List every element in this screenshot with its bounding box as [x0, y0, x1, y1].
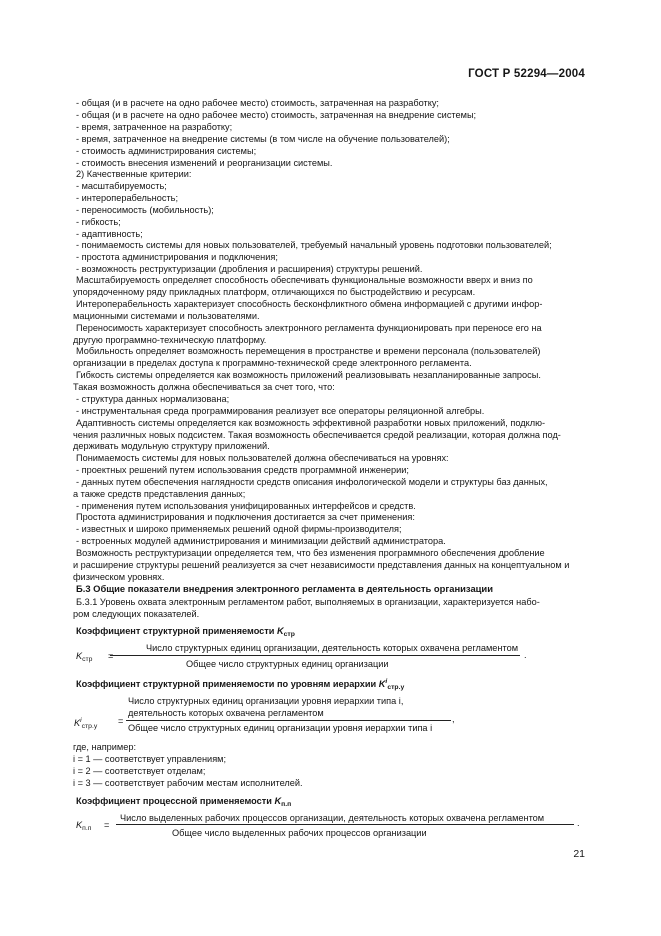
- body-line: - проектных решений путем использования средств программной инженерии;: [76, 465, 409, 475]
- quality-item: - адаптивность;: [76, 229, 143, 239]
- body-line: Понимаемость системы для новых пользователей должна обеспечиваться на уровнях:: [76, 453, 449, 463]
- coef-hierarchy-numerator-2: деятельность которых охвачена регламентом: [128, 708, 324, 718]
- body-line: Возможность реструктуризации определяется тем, что без изменения программного обеспечения дробление: [76, 548, 545, 558]
- coef-hierarchy-numerator-1: Число структурных единиц организации уровня иерархии типа i,: [128, 696, 404, 706]
- where-item: i = 3 — соответствует рабочим местам исполнителей.: [73, 778, 303, 788]
- quality-item: - гибкость;: [76, 217, 121, 227]
- cost-item: - стоимость внесения изменений и реорганизации системы.: [76, 158, 333, 168]
- body-line: - данных путем обеспечения наглядности средств описания инфологической модели и структуры баз данных,: [76, 477, 548, 487]
- body-line: а также средств представления данных;: [73, 489, 246, 499]
- coef-structural-denominator: Общее число структурных единиц организации: [186, 659, 389, 669]
- section-paragraph: Б.3.1 Уровень охвата электронным регламентом работ, выполняемых в организации, характеризуется набо-: [76, 597, 540, 607]
- cost-item: - общая (и в расчете на одно рабочее место) стоимость, затраченная на внедрение системы;: [76, 110, 477, 120]
- body-line: - применения путем использования унифицированных интерфейсов и средств.: [76, 501, 416, 511]
- body-line: Мобильность определяет возможность перемещения в пространстве и времени персонала (пользователей): [76, 346, 541, 356]
- where-intro: где, например:: [73, 742, 137, 752]
- body-line: Такая возможность должна обеспечиваться за счет того, что:: [73, 382, 335, 392]
- body-line: мационными системами и пользователями.: [73, 311, 260, 321]
- cost-item: - время, затраченное на разработку;: [76, 122, 233, 132]
- body-line: организации в пределах доступа к программно-технической среде электронного регламента.: [73, 358, 472, 368]
- body-line: Гибкость системы определяется как возможность приложений реализовывать незапланированные запросы.: [76, 370, 541, 380]
- coef-structural-numerator: Число структурных единиц организации, деятельность которых охвачена регламентом: [146, 643, 519, 653]
- coef-structural-lhs: $K_{стр}$: [76, 651, 93, 663]
- body-line: Адаптивность системы определяется как возможность эффективной разработки новых приложений, подклю-: [76, 418, 546, 428]
- quality-item: - интероперабельность;: [76, 193, 178, 203]
- body-line: - известных и широко применяемых решений одной фирмы-производителя;: [76, 524, 402, 534]
- cost-item: - время, затраченное на внедрение системы (в том числе на обучение пользователей);: [76, 134, 450, 144]
- formula-end-mark: .: [524, 650, 527, 660]
- body-line: и расширение структуры решений реализуется за счет независимости представления данных на концептуальном и: [73, 560, 570, 570]
- coef-hierarchy-denominator: Общее число структурных единиц организации уровня иерархии типа i: [128, 723, 433, 733]
- fraction-bar: [116, 824, 574, 825]
- coef-process-label: Коэффициент процессной применяемости $K_{п.п}$: [76, 796, 292, 808]
- quality-item: - простота администрирования и подключения;: [76, 252, 278, 262]
- body-line: - инструментальная среда программирования реализует все операторы реляционной алгебры.: [76, 406, 485, 416]
- body-line: Переносимость характеризует способность электронного регламента функционировать при переносе его на: [76, 323, 542, 333]
- quality-item: - понимаемость системы для новых пользователей, требуемый начальный уровень подготовки пользователей;: [76, 240, 552, 250]
- body-line: Интероперабельность характеризует способность бесконфликтного обмена информацией с другими инфор-: [76, 299, 543, 309]
- page-number: 21: [573, 848, 585, 860]
- body-line: Масштабируемость определяет способность обеспечивать функциональные возможности вверх и вниз по: [76, 275, 533, 285]
- body-line: Простота администрирования и подключения достигается за счет применения:: [76, 512, 415, 522]
- coef-hierarchy-label: Коэффициент структурной применяемости по уровням иерархии $K^i_{стр.у}$: [76, 678, 405, 691]
- coef-process-denominator: Общее число выделенных рабочих процессов организации: [172, 828, 427, 838]
- fraction-bar: [110, 655, 520, 656]
- standard-header: ГОСТ Р 52294—2004: [468, 68, 585, 80]
- coef-hierarchy-lhs: $K^i_{стр.у}$: [74, 717, 98, 730]
- coef-process-lhs: $K_{п.п}$: [76, 820, 92, 832]
- body-line: физическом уровнях.: [73, 572, 165, 582]
- cost-item: - стоимость администрирования системы;: [76, 146, 257, 156]
- formula-end-mark: .: [577, 818, 580, 828]
- section-title: Б.3 Общие показатели внедрения электронного регламента в деятельность организации: [76, 583, 493, 594]
- section-paragraph: ром следующих показателей.: [73, 609, 200, 619]
- coef-process-equals: =: [104, 820, 110, 830]
- quality-item: - переносимость (мобильность);: [76, 205, 214, 215]
- body-line: чения различных новых подсистем. Такая возможность обеспечивается средой реализации, которая должна под-: [73, 430, 561, 440]
- formula-end-mark: ,: [452, 714, 455, 724]
- coef-structural-equals: =: [108, 651, 114, 661]
- where-item: i = 1 — соответствует управлениям;: [73, 754, 227, 764]
- cost-item: - общая (и в расчете на одно рабочее место) стоимость, затраченная на разработку;: [76, 98, 439, 108]
- body-line: упорядоченному ряду прикладных платформ, отличающихся по быстродействию и ресурсам.: [73, 287, 476, 297]
- coef-hierarchy-equals: =: [118, 716, 124, 726]
- quality-item: - возможность реструктуризации (дробления и расширения) структуры решений.: [76, 264, 423, 274]
- coef-process-numerator: Число выделенных рабочих процессов организации, деятельность которых охвачена регламентом: [120, 813, 545, 823]
- quality-heading: 2) Качественные критерии:: [76, 169, 192, 179]
- where-item: i = 2 — соответствует отделам;: [73, 766, 206, 776]
- body-line: - встроенных модулей администрирования и минимизации действий администратора.: [76, 536, 446, 546]
- coef-structural-label: Коэффициент структурной применяемости $K_{стр}$: [76, 626, 295, 638]
- quality-item: - масштабируемость;: [76, 181, 167, 191]
- fraction-bar: [126, 720, 451, 721]
- body-line: другую программно-техническую платформу.: [73, 335, 267, 345]
- body-line: держивать модульную структуру приложений.: [73, 441, 270, 451]
- body-line: - структура данных нормализована;: [76, 394, 230, 404]
